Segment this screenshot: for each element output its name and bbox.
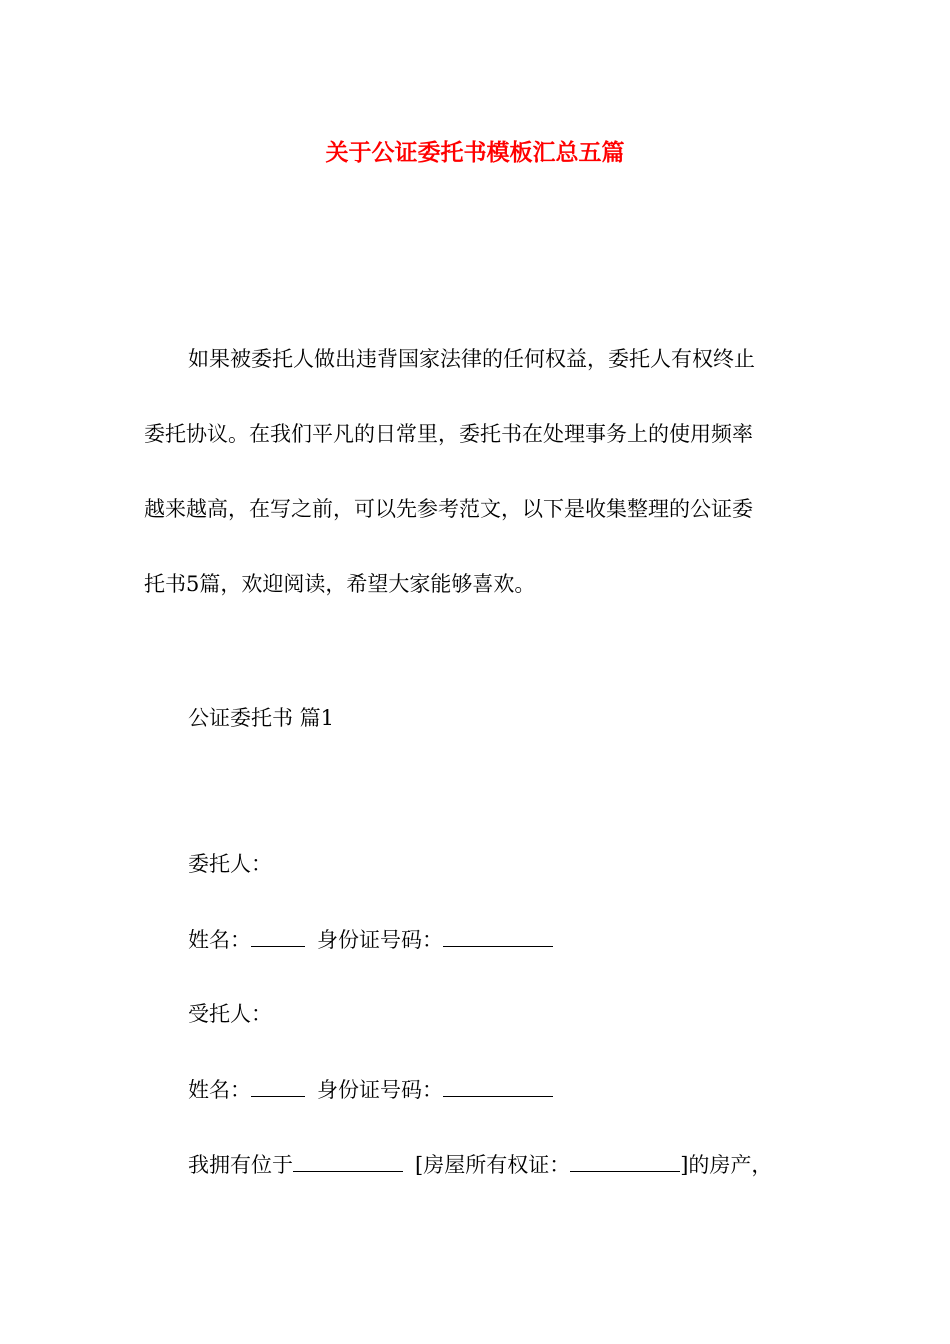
principal-name-blank — [251, 922, 305, 947]
property-suffix: ]的房产， — [680, 1153, 773, 1177]
section-heading: 公证委托书 篇1 — [188, 706, 335, 730]
intro-line-4: 托书5篇，欢迎阅读，希望大家能够喜欢。 — [144, 572, 536, 596]
property-location-blank — [293, 1147, 403, 1172]
agent-info-line — [188, 1072, 553, 1107]
property-line — [188, 1147, 772, 1182]
intro-paragraph — [144, 322, 808, 622]
principal-id-label: 身份证号码： — [317, 928, 443, 952]
principal-id-blank — [443, 922, 553, 947]
property-prefix: 我拥有位于 — [188, 1153, 293, 1177]
principal-label: 委托人： — [188, 852, 272, 876]
intro-line-3: 越来越高，在写之前，可以先参考范文，以下是收集整理的公证委 — [144, 497, 753, 521]
agent-id-label: 身份证号码： — [317, 1078, 443, 1102]
agent-name-blank — [251, 1072, 305, 1097]
agent-name-label: 姓名： — [188, 1078, 251, 1102]
document-title: 关于公证委托书模板汇总五篇 — [325, 139, 625, 166]
principal-name-label: 姓名： — [188, 928, 251, 952]
property-cert-blank — [570, 1147, 680, 1172]
principal-info-line — [188, 922, 553, 957]
intro-line-1: 如果被委托人做出违背国家法律的任何权益，委托人有权终止 — [188, 347, 755, 371]
intro-line-2: 委托协议。在我们平凡的日常里，委托书在处理事务上的使用频率 — [144, 422, 753, 446]
property-cert-open: [房屋所有权证： — [415, 1153, 571, 1177]
agent-label: 受托人： — [188, 1002, 272, 1026]
agent-id-blank — [443, 1072, 553, 1097]
